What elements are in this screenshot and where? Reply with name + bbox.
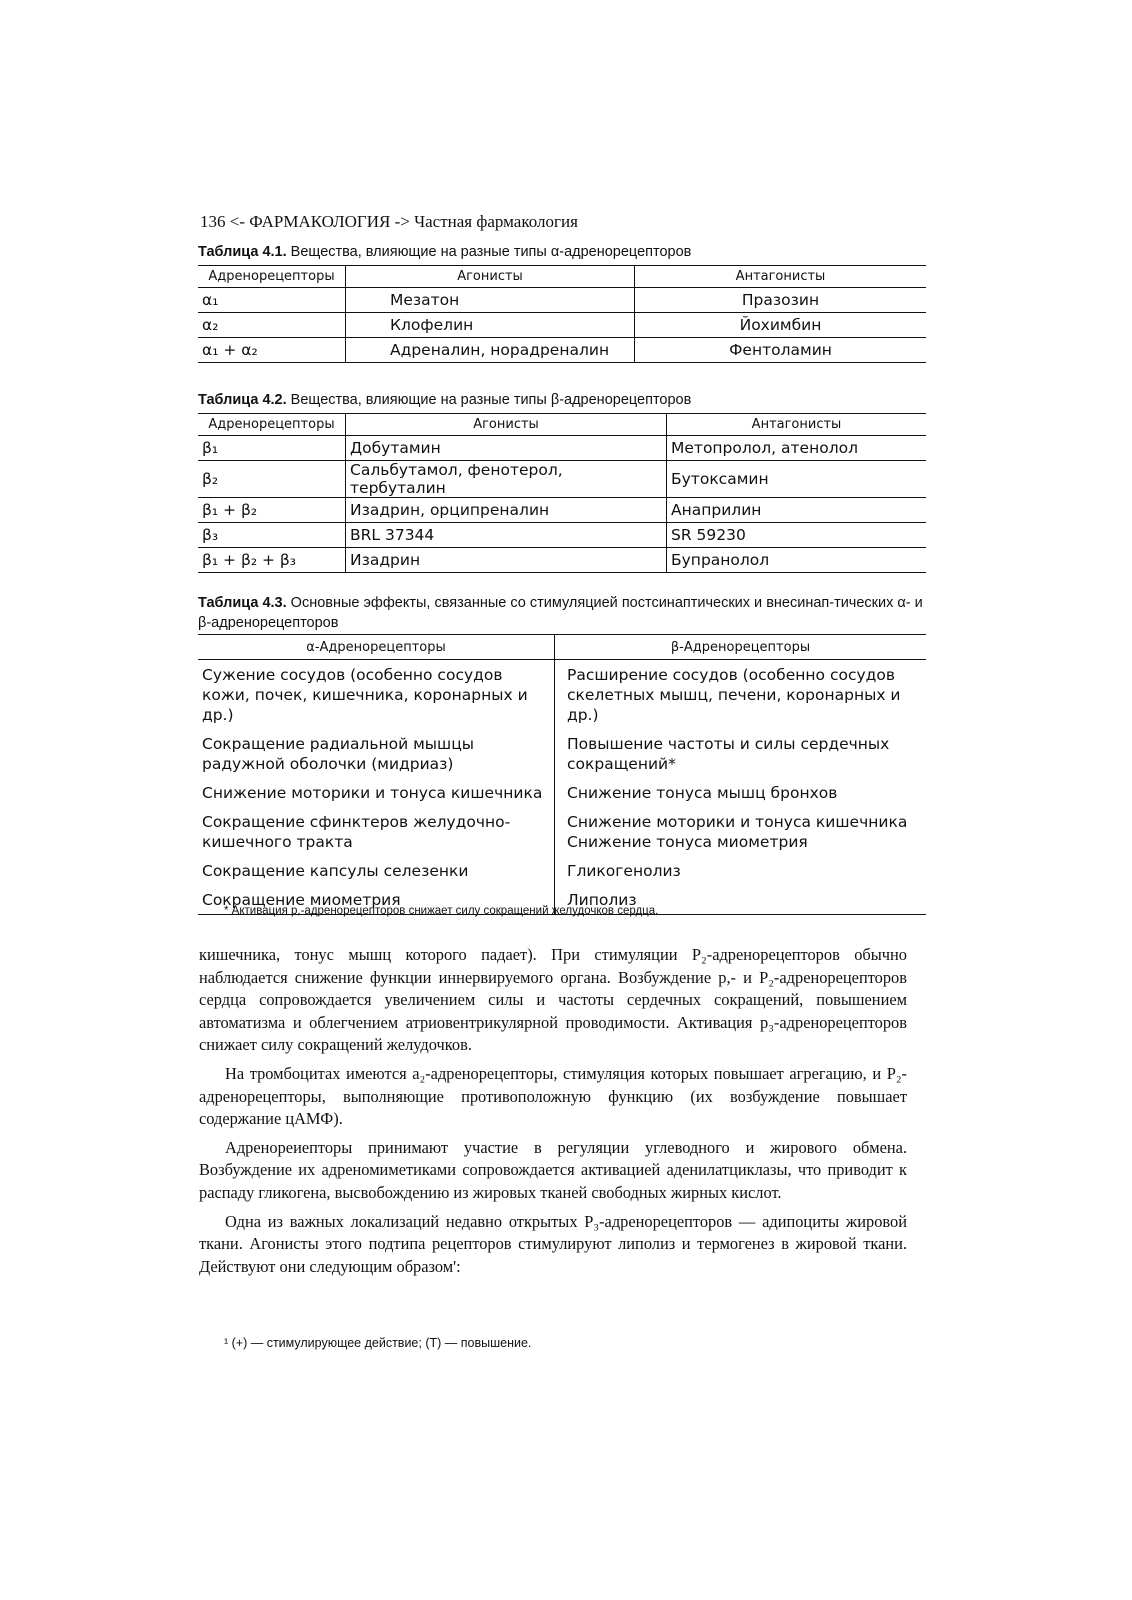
- table-alpha-receptors: [198, 265, 926, 363]
- beta-effect-cell: Повышение частоты и силы сердечных сокращений*: [555, 729, 927, 778]
- alpha-effect-cell: Сужение сосудов (особенно сосудов кожи, почек, кишечника, коронарных и др.): [202, 666, 528, 724]
- antagonist-cell: Бупранолол: [667, 548, 927, 573]
- table-row: [198, 288, 926, 313]
- table1-caption-text: Вещества, влияющие на разные типы α-адренорецепторов: [286, 244, 692, 260]
- table-row: [198, 523, 926, 548]
- table-row: [198, 338, 926, 363]
- column-header: β-Адренорецепторы: [555, 635, 927, 660]
- table1-caption-label: Таблица 4.1.: [198, 244, 287, 260]
- receptor-cell: β₂: [198, 461, 346, 498]
- table-row: [198, 807, 926, 856]
- receptor-cell: β₁ + β₂ + β₃: [202, 551, 296, 569]
- table-row: [198, 313, 926, 338]
- antagonist-cell: SR 59230: [667, 523, 927, 548]
- table-row: [198, 778, 926, 807]
- agonist-cell: Добутамин: [346, 436, 667, 461]
- column-header: Адренорецепторы: [198, 414, 346, 436]
- antagonist-cell: Йохимбин: [635, 313, 927, 338]
- alpha-effect-cell: Сокращение сфинктеров желудочно-кишечного тракта: [202, 813, 511, 851]
- table-effects: [198, 634, 926, 915]
- receptor-cell: β₃: [198, 523, 346, 548]
- column-header: Антагонисты: [667, 414, 927, 436]
- alpha-effect-cell: Сокращение миометрия: [202, 891, 401, 909]
- receptor-cell: α₁ + α₂: [202, 341, 258, 359]
- antagonist-cell: Бутоксамин: [667, 461, 927, 498]
- agonist-cell: Сальбутамол, фенотерол, тербуталин: [346, 461, 667, 498]
- paragraph: Адренореиепторы принимают участие в регуляции углеводного и жирового обмена. Возбуждение их адреномиметиками сопровождается активацией аденилатциклазы, что приводит к распаду гликогена, высвобождению из жировых тканей свободных жирных кислот.: [199, 1137, 907, 1202]
- table-row: [198, 660, 926, 730]
- antagonist-cell: Анаприлин: [667, 498, 927, 523]
- agonist-cell: Мезатон: [346, 288, 635, 313]
- table-row: [198, 436, 926, 461]
- agonist-cell: Изадрин, орципреналин: [346, 498, 667, 523]
- alpha-effect-cell: Сокращение капсулы селезенки: [202, 862, 469, 880]
- beta-effect-cell: Гликогенолиз: [555, 856, 927, 885]
- antagonist-cell: Празозин: [635, 288, 927, 313]
- table-row: [198, 461, 926, 498]
- alpha-effect-cell: Сокращение радиальной мышцы радужной оболочки (мидриаз): [202, 735, 474, 773]
- receptor-cell: β₁: [198, 436, 346, 461]
- receptor-cell: α₁: [198, 288, 346, 313]
- table2-caption: [198, 390, 928, 410]
- table3-caption-label: Таблица 4.3.: [198, 595, 287, 611]
- column-header: Агонисты: [346, 266, 635, 288]
- beta-effect-cell: Снижение тонуса мышц бронхов: [555, 778, 927, 807]
- paragraph: кишечника, тонус мышц которого падает). При стимуляции Р₂-адренорецепторов обычно наблюдается снижение функции иннервируемого органа. Возбуждение р,- и Р₂-адренорецепторов сердца сопровождается увеличением силы и частоты сердечных сокращений, повышением автоматизма и облегчением атриовентрикулярной проводимости. Активация р₃-адренорецепторов снижает силу сокращений желудочков.: [199, 945, 907, 1055]
- antagonist-cell: Метопролол, атенолол: [667, 436, 927, 461]
- table1-caption: [198, 242, 928, 262]
- column-header: Антагонисты: [635, 266, 927, 288]
- paragraph: Одна из важных локализаций недавно открытых Р₃-адренорецепторов — адипоциты жировой ткани. Агонисты этого подтипа рецепторов стимулируют липолиз и термогенез в жировой ткани. Действуют они следующим образом':: [199, 1211, 907, 1276]
- agonist-cell: Изадрин: [346, 548, 667, 573]
- agonist-cell: Клофелин: [346, 313, 635, 338]
- agonist-cell: BRL 37344: [346, 523, 667, 548]
- alpha-effect-cell: Снижение моторики и тонуса кишечника: [202, 784, 543, 802]
- body-text: [199, 944, 907, 1278]
- table-row: [198, 856, 926, 885]
- beta-effect-cell: Расширение сосудов (особенно сосудов скелетных мышц, печени, коронарных и др.): [555, 660, 927, 730]
- running-head: 136 <- ФАРМАКОЛОГИЯ -> Частная фармакология: [200, 212, 578, 231]
- paragraph: На тромбоцитах имеются а₂-адренорецепторы, стимуляция которых повышает агрегацию, и Р₂-адренорецепторы, выполняющие противоположную функцию (их возбуждение повышает содержание цАМФ).: [199, 1063, 907, 1129]
- table2-caption-label: Таблица 4.2.: [198, 392, 287, 408]
- table-row: [198, 729, 926, 778]
- table3-caption: [198, 593, 928, 633]
- column-header: Агонисты: [346, 414, 667, 436]
- table-row: [198, 498, 926, 523]
- table2-caption-text: Вещества, влияющие на разные типы β-адренорецепторов: [286, 392, 692, 408]
- receptor-cell: β₁ + β₂: [198, 498, 346, 523]
- beta-effect-cell: Снижение моторики и тонуса кишечника Снижение тонуса миометрия: [555, 807, 927, 856]
- table-beta-receptors: [198, 413, 926, 573]
- beta-effect-cell: Липолиз: [555, 885, 927, 915]
- page-footnote: ¹ (+) — стимулирующее действие; (Т) — повышение.: [224, 1336, 532, 1350]
- table-row: [198, 548, 926, 573]
- column-header: α-Адренорецепторы: [198, 635, 555, 660]
- table3-caption-text: Основные эффекты, связанные со стимуляцией постсинаптических и внесинап-тических α- и β-адренорецепторов: [198, 595, 923, 631]
- antagonist-cell: Фентоламин: [635, 338, 927, 363]
- agonist-cell: Адреналин, норадреналин: [346, 338, 635, 363]
- column-header: Адренорецепторы: [198, 266, 346, 288]
- table3-footnote: * Активация р,-адренорецепторов снижает силу сокращений желудочков сердца.: [224, 905, 659, 917]
- receptor-cell: α₂: [198, 313, 346, 338]
